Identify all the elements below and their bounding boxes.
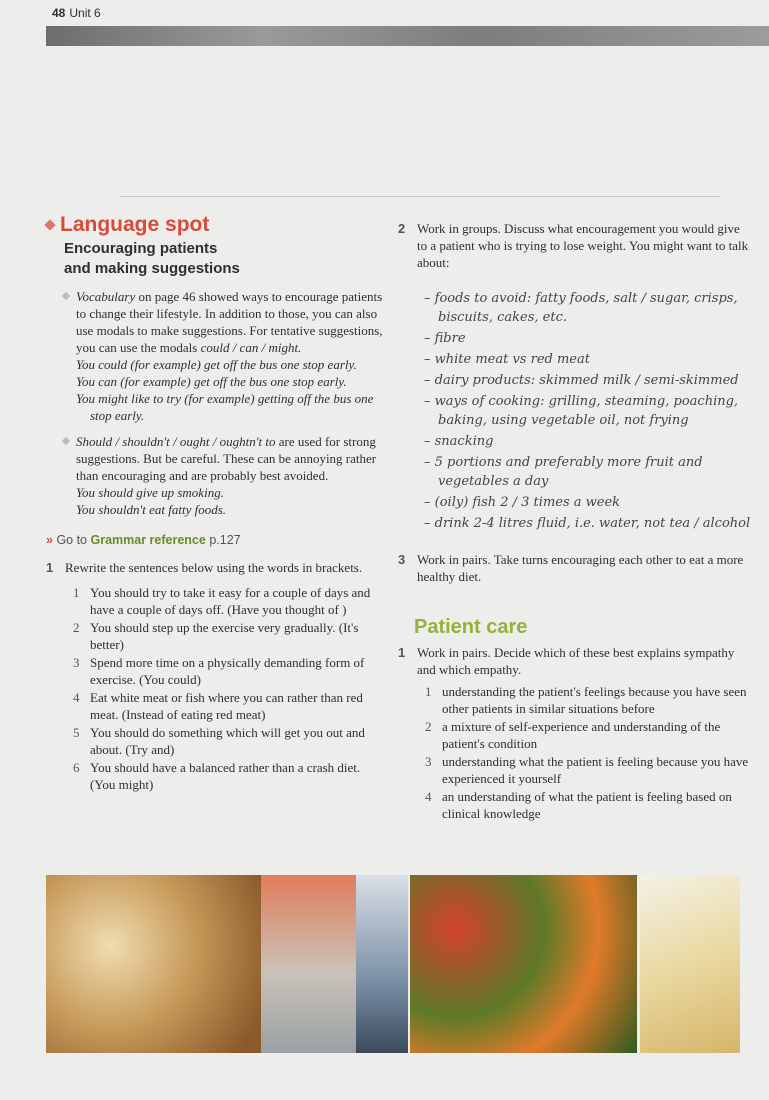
list-item: 2 You should step up the exercise very gradually. (It's better) [73,620,359,652]
task-3: 3 Work in pairs. Take turns encouraging each other to eat a more healthy diet. [398,551,753,585]
task-1: 1 Rewrite the sentences below using the words in brackets. 1 You should try to take it easy for a couple of days and have a couple of days off. (Have you thought of ) 2 You should step up the exercise very gradually. (It's better) 3 Spend more time on a physically demanding form of exercise. (You could) 4 Eat white meat or fish where you can rather than red meat. (Instead of eating red meat) 5 You should do something which will get you out and about. (Try and) 6 You should have a balanced rather than a crash diet. (You might) [46,559,386,794]
patient-care-list [417,683,753,822]
handwritten-line: – dairy products: skimmed milk / semi-skimmed [424,373,739,388]
double-chevron-icon: » [46,533,53,547]
task-instruction: Work in groups. Discuss what encouragement you would give to a patient who is trying to lose weight. You might want to talk about: [417,221,749,270]
example-sentence: You might like to try (for example) getting off the bus one stop early. [76,391,374,423]
list-item: 3 Spend more time on a physically demanding form of exercise. (You could) [73,655,365,687]
list-item: 3 understanding what the patient is feeling because you have experienced it yourself [425,754,749,786]
language-spot-paragraph-2: Should / shouldn't / ought / oughtn't to are used for strong suggestions. But be careful. These can be annoying rather than encouraging and are probably best avoided. You should give up smoking. You shouldn't eat fatty foods. [76,433,386,518]
language-spot-subtitle: Encouraging patients and making suggestions [64,240,240,277]
task-2: 2 Work in groups. Discuss what encouragement you would give to a patient who is trying to lose weight. You might want to talk about: [398,220,753,271]
fish-photo [261,875,356,1053]
grammar-reference-link[interactable]: » Go to Grammar reference p.127 [46,533,241,547]
example-sentence: You can (for example) get off the bus one stop early. [76,374,347,389]
language-spot-heading: Language spot [46,216,386,233]
list-item: 4 an understanding of what the patient is feeling based on clinical knowledge [425,789,732,821]
cupcake-photo [356,875,408,1053]
handwritten-line: – fibre [424,331,466,346]
list-item: 5 You should do something which will get you out and about. (Try and) [73,725,365,757]
list-item: 4 Eat white meat or fish where you can rather than red meat. (Instead of eating red meat) [73,690,363,722]
handwritten-line: – white meat vs red meat [424,352,590,367]
patient-care-task-1: 1 Work in pairs. Decide which of these best explains sympathy and which empathy. 1 understanding the patient's feelings because you have seen other patients in similar situations before 2 a mixture of self-experience and understanding of the patient's condition 3 understanding what the patient is feeling because you have experienced it yourself 4 an understanding of what the patient is feeling based on clinical knowledge [398,644,753,823]
task-1-list [65,584,386,793]
example-sentence: You could (for example) get off the bus one stop early. [76,357,357,372]
right-column [398,220,753,823]
fruit-veg-photo [410,875,637,1053]
handwritten-line: – drink 2-4 litres fluid, i.e. water, not tea / alcohol [424,516,751,531]
handwritten-notes [424,289,753,533]
patient-care-heading: Patient care [414,616,528,638]
task-instruction: Rewrite the sentences below using the words in brackets. [65,560,363,575]
handwritten-line: – snacking [424,434,494,449]
list-item: 1 You should try to take it easy for a couple of days and have a couple of days off. (Have you thought of ) [73,585,371,617]
bullet-icon [62,437,70,445]
language-spot-paragraph-1: Vocabulary on page 46 showed ways to encourage patients to change their lifestyle. In addition to those, you can also use modals to make suggestions. For tentative suggestions, you can use the modals could / can / might. You could (for example) get off the bus one stop early. You can (for example) get off the bus one stop early. You might like to try (for example) getting off the bus one stop early. [76,288,386,424]
example-sentence: You should give up smoking. [76,485,224,500]
handwritten-line: – 5 portions and preferably more fruit and vegetables a day [424,455,703,489]
example-sentence: You shouldn't eat fatty foods. [76,502,227,517]
dairy-photo [640,875,740,1053]
bread-photo [46,875,261,1053]
task-instruction: Work in pairs. Take turns encouraging each other to eat a more healthy diet. [417,552,744,584]
food-photo-strip [46,875,740,1053]
diamond-icon [44,219,55,230]
list-item: 2 a mixture of self-experience and understanding of the patient's condition [425,719,721,751]
handwritten-line: – foods to avoid: fatty foods, salt / sugar, crisps, biscuits, cakes, etc. [424,291,738,325]
unit-label: Unit 6 [69,6,101,20]
section-divider [120,196,720,197]
list-item: 6 You should have a balanced rather than a crash diet. (You might) [73,760,361,792]
task-instruction: Work in pairs. Decide which of these best explains sympathy and which empathy. [417,645,735,677]
page-number: 48 [52,6,66,20]
header-photo-band [46,26,769,46]
page-header [52,6,101,20]
list-item: 1 understanding the patient's feelings because you have seen other patients in similar situations before [425,684,747,716]
bullet-icon [62,292,70,300]
handwritten-line: – ways of cooking: grilling, steaming, poaching, baking, using vegetable oil, not frying [424,394,739,428]
handwritten-line: – (oily) fish 2 / 3 times a week [424,495,621,510]
left-column [46,213,386,794]
